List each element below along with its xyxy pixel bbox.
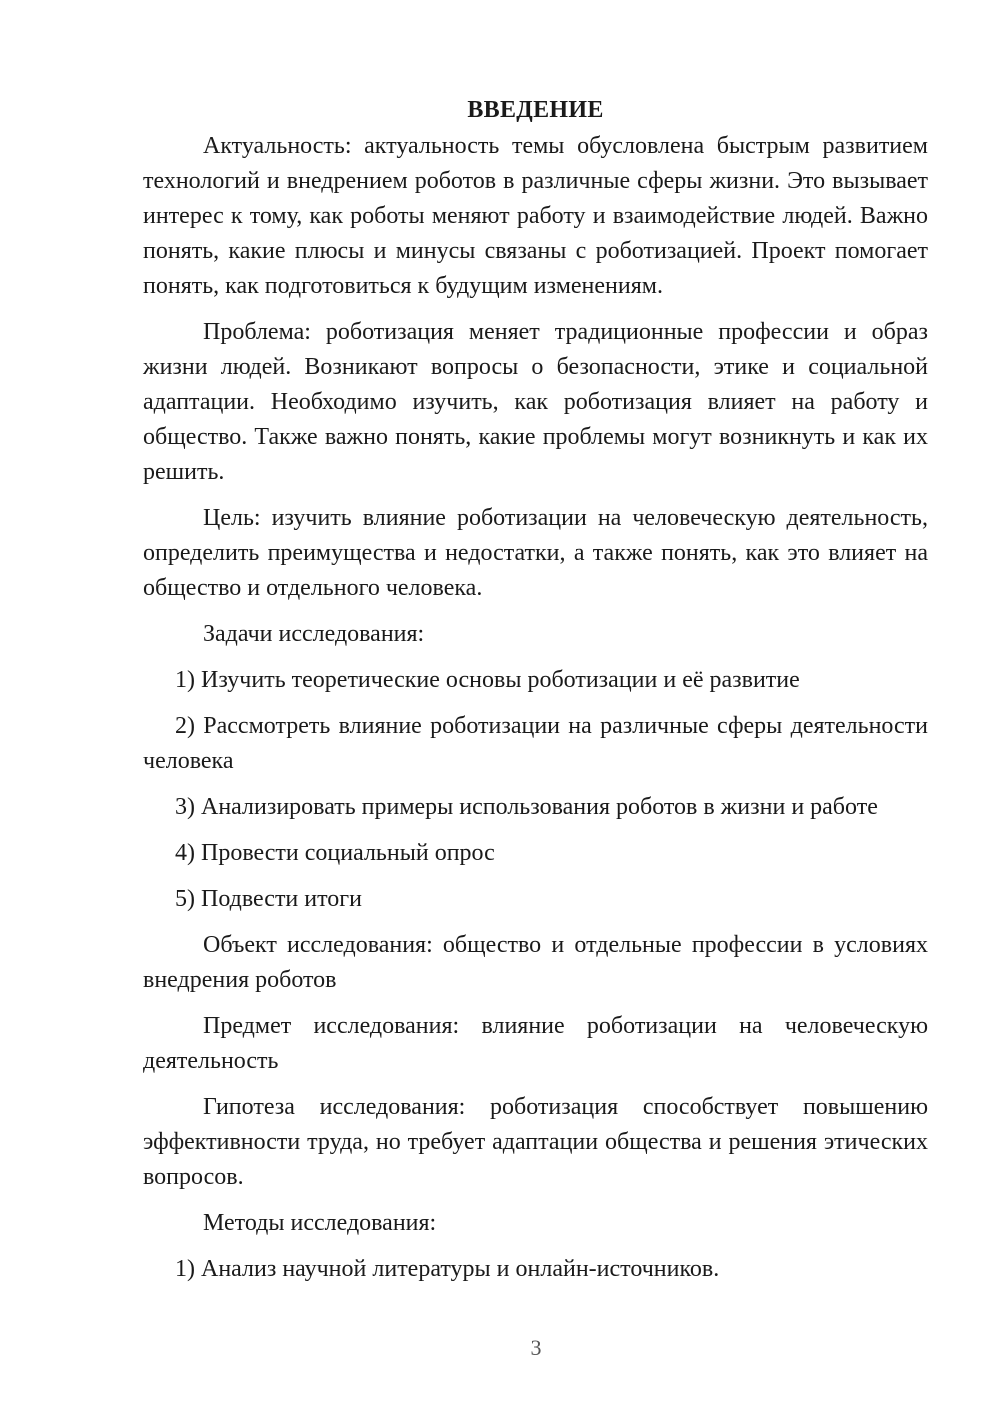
method-item-1: 1) Анализ научной литературы и онлайн-источников. (175, 1256, 720, 1282)
relevance-paragraph: Актуальность: актуальность темы обусловлена быстрым развитием технологий и внедрением роботов в различные сферы жизни. Это вызывает интерес к тому, как роботы меняют работу и взаимодействие людей. Важно понять, какие плюсы и минусы связаны с роботизацией. Проект помогает понять, как подготовиться к будущим изменениям. (143, 133, 928, 299)
task-item-3: 3) Анализировать примеры использования роботов в жизни и работе (175, 794, 878, 820)
section-title: ВВЕДЕНИЕ (467, 97, 604, 123)
task-item-2: 2) Рассмотреть влияние роботизации на различные сферы деятельности человека (143, 713, 928, 774)
goal-paragraph: Цель: изучить влияние роботизации на человеческую деятельность, определить преимущества и недостатки, а также понять, как это влияет на общество и отдельного человека. (143, 505, 928, 601)
task-item-5: 5) Подвести итоги (175, 886, 362, 912)
object-paragraph: Объект исследования: общество и отдельные профессии в условиях внедрения роботов (143, 932, 928, 993)
task-item-1: 1) Изучить теоретические основы роботизации и её развитие (175, 667, 800, 693)
subject-paragraph: Предмет исследования: влияние роботизации на человеческую деятельность (143, 1013, 928, 1074)
page-number: 3 (530, 1335, 542, 1360)
tasks-heading: Задачи исследования: (203, 621, 425, 647)
page-body (143, 92, 928, 1298)
task-item-4: 4) Провести социальный опрос (175, 840, 495, 866)
methods-heading: Методы исследования: (203, 1210, 437, 1236)
hypothesis-paragraph: Гипотеза исследования: роботизация способствует повышению эффективности труда, но требует адаптации общества и решения этических вопросов. (143, 1094, 928, 1190)
problem-paragraph: Проблема: роботизация меняет традиционные профессии и образ жизни людей. Возникают вопросы о безопасности, этике и социальной адаптации. Необходимо изучить, как роботизация влияет на работу и общество. Также важно понять, какие проблемы могут возникнуть и как их решить. (143, 319, 928, 485)
